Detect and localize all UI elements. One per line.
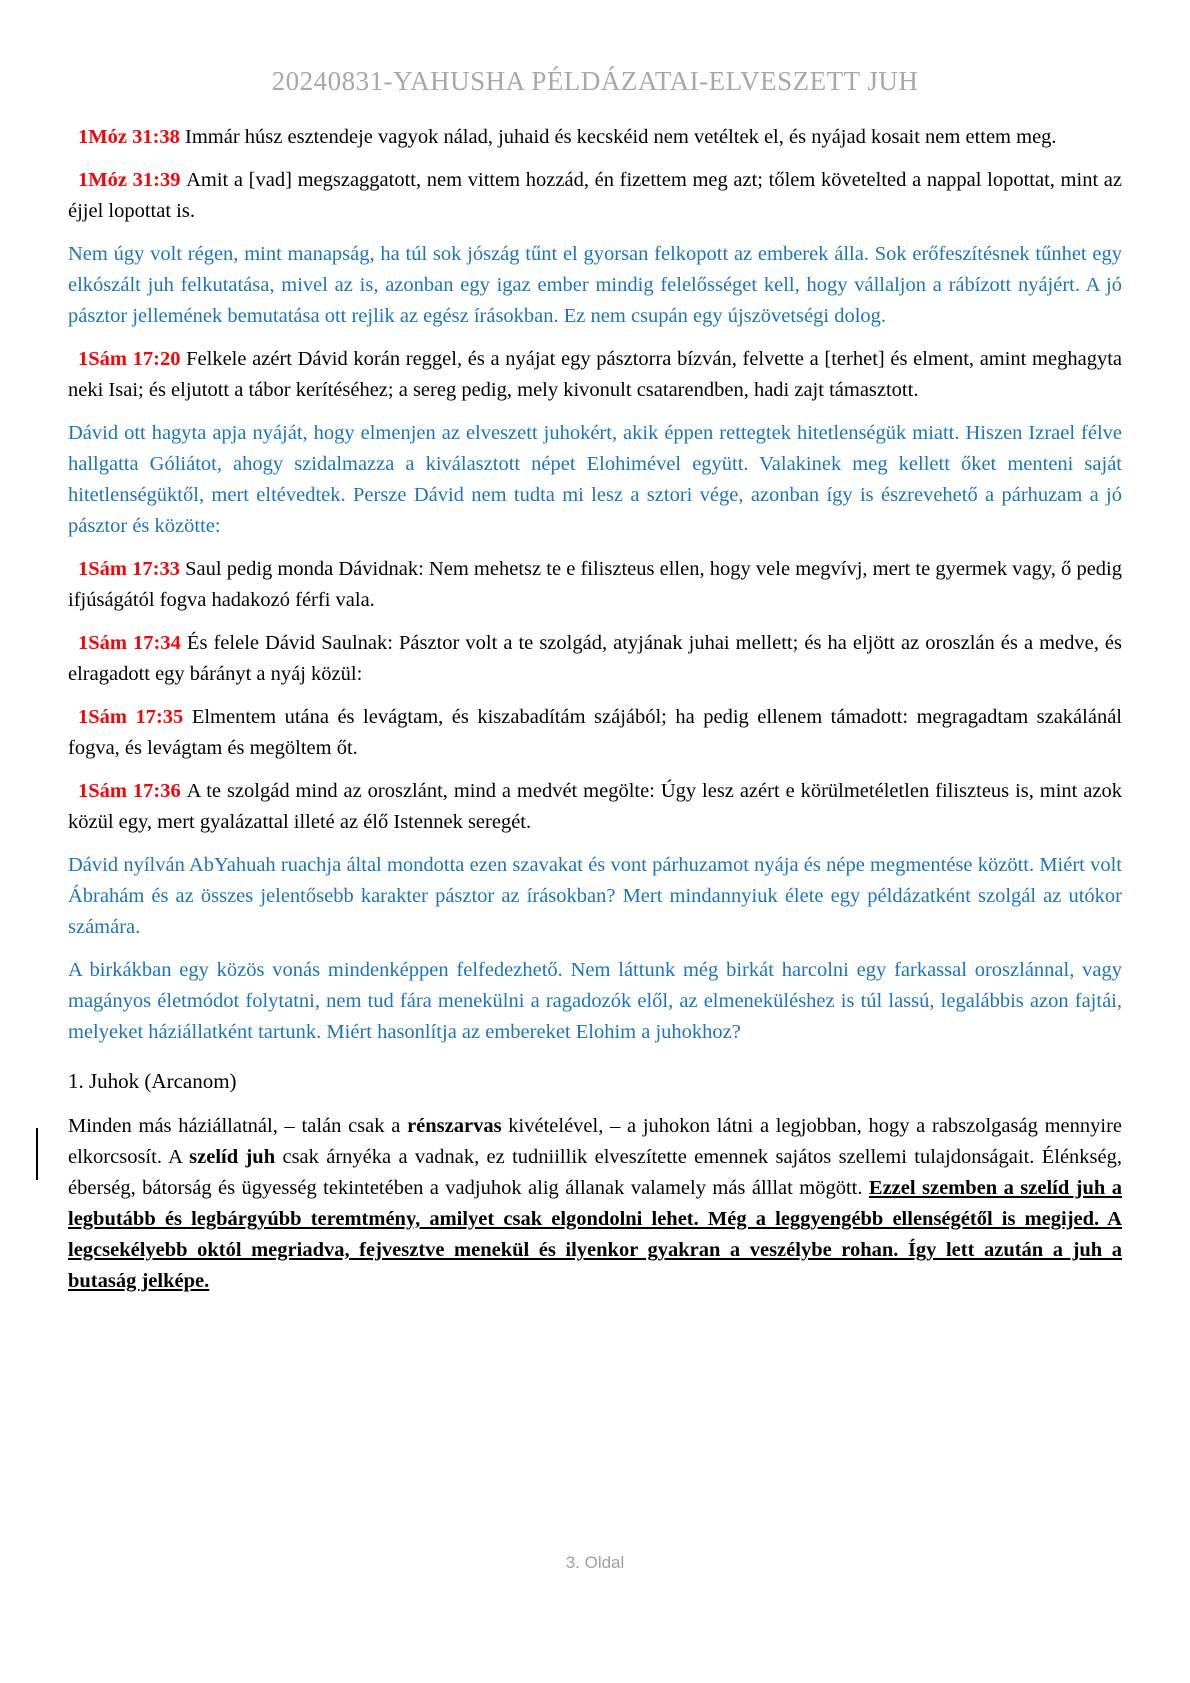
commentary-david-ruach xyxy=(68,850,1122,943)
heading-juhok-arcanom xyxy=(68,1066,1122,1097)
scripture-ref: 1Sám 17:35 xyxy=(78,706,192,728)
body-tame-sheep xyxy=(68,1111,1122,1297)
verse-1sam-17-20 xyxy=(68,344,1122,406)
text-segment: Felkele azért Dávid korán reggel, és a nyájat egy pásztorra bízván, felvette a [terhet] és elment, amint meghagyta neki Isai; és eljutott a tábor kerítéséhez; a sereg pedig, mely kivonult csatarendben, hadi zajt támasztott. xyxy=(68,348,1122,401)
scripture-ref: 1Sám 17:33 xyxy=(78,558,186,580)
text-segment: Amit a [vad] megszaggatott, nem vittem hozzád, én fizettem meg azt; tőlem követelted a nappal lopottat, mint az éjjel lopottat is. xyxy=(68,169,1123,222)
text-segment: Saul pedig monda Dávidnak: Nem mehetsz te e filiszteus ellen, hogy vele megvívj, mert te gyermek vagy, ő pedig ifjúságától fogva hadakozó férfi vala. xyxy=(68,558,1122,611)
document-body xyxy=(68,122,1122,1309)
page-number-footer: 3. Oldal xyxy=(565,1553,625,1572)
page-title: 20240831-YAHUSHA PÉLDÁZATAI-ELVESZETT JUH xyxy=(271,66,919,96)
text-segment: És felele Dávid Saulnak: Pásztor volt a te szolgád, atyjának juhai mellett; és ha eljött az oroszlán és a medve, és elragadott egy bárányt a nyáj közül: xyxy=(68,632,1122,685)
scripture-ref: 1Móz 31:39 xyxy=(78,169,187,191)
commentary-pastor-role xyxy=(68,239,1122,332)
text-segment: rénszarvas xyxy=(407,1115,502,1137)
scripture-ref: 1Móz 31:38 xyxy=(78,126,186,148)
text-segment: Minden más háziállatnál, – talán csak a xyxy=(68,1115,408,1137)
text-segment: Dávid nyílván AbYahuah ruachja által mondotta ezen szavakat és vont párhuzamot nyája és népe megmentése között. Miért volt Ábrahám és az összes jelentősebb karakter pásztor az írásokban? Mert mindannyiuk élete egy példázatként szolgál az utókor számára. xyxy=(68,854,1122,938)
text-segment: Immár húsz esztendeje vagyok nálad, juhaid és kecskéid nem vetéltek el, és nyájad kosait nem ettem meg. xyxy=(185,126,1057,148)
text-segment: csak árnyéka a vadnak, ez tudniillik elveszítette emennek sajátos szellemi tulajdonságait. Élénkség, éberség, bátorság és ügyesség tekintetében a vadjuhok alig állanak valamely más álllat mögött. xyxy=(68,1146,1123,1199)
scripture-ref: 1Sám 17:20 xyxy=(78,348,187,370)
text-segment: A birkákban egy közös vonás mindenképpen felfedezhető. Nem láttunk még birkát harcolni egy farkassal oroszlánnal, vagy magányos életmódot folytatni, nem tud fára menekülni a ragadozók elől, az elmeneküléshez is túl lassú, legalábbis azon fajtái, melyeket háziállatként tartunk. Miért hasonlítja az embereket Elohim a juhokhoz? xyxy=(68,959,1122,1043)
text-segment: A te szolgád mind az oroszlánt, mind a medvét megölte: Úgy lesz azért e körülmetéletlen filiszteus is, mint azok közül egy, mert gyalázattal illeté az élő Istennek seregét. xyxy=(68,780,1122,833)
verse-1sam-17-33 xyxy=(68,554,1122,616)
commentary-david-flock xyxy=(68,418,1122,542)
commentary-sheep-traits xyxy=(68,955,1122,1048)
text-segment: 1. Juhok (Arcanom) xyxy=(68,1069,237,1093)
text-segment: Elmentem utána és levágtam, és kiszabadítám szájából; ha pedig ellenem támadott: megragadtam szakálánál fogva, és levágtam és megöltem őt. xyxy=(68,706,1122,759)
verse-1sam-17-36 xyxy=(68,776,1122,838)
text-segment: kivételével, – a juhokon látni a legjobban, hogy a rabszolgaság mennyire elkorcsosít. A xyxy=(68,1115,1122,1168)
verse-1sam-17-35 xyxy=(68,702,1122,764)
text-segment: Ezzel szemben a szelíd juh a legbutább és legbárgyúbb teremtmény, amilyet csak elgondolni lehet. Még a leggyengébb ellenségétől is megijed. A legcsekélyebb októl megriadva, fejvesztve menekül és ilyenkor gyakran a veszélybe rohan. Így lett azután a juh a butaság jelképe. xyxy=(68,1177,1122,1292)
verse-1moz-31-39 xyxy=(68,165,1122,227)
scripture-ref: 1Sám 17:34 xyxy=(78,632,187,654)
verse-1sam-17-34 xyxy=(68,628,1122,690)
verse-1moz-31-38 xyxy=(68,122,1122,153)
scripture-ref: 1Sám 17:36 xyxy=(78,780,187,802)
text-segment: Nem úgy volt régen, mint manapság, ha túl sok jószág tűnt el gyorsan felkopott az emberek álla. Sok erőfeszítésnek tűnhet egy elkószált juh felkutatása, mivel az is, azonban egy igaz ember mindig felelősséget kell, hogy vállaljon a rábízott nyájért. A jó pásztor jellemének bemutatása ott rejlik az egész írásokban. Ez nem csupán egy újszövetségi dolog. xyxy=(68,243,1122,327)
text-segment: szelíd juh xyxy=(189,1146,276,1168)
change-bar xyxy=(36,1128,38,1180)
text-segment: Dávid ott hagyta apja nyáját, hogy elmenjen az elveszett juhokért, akik éppen rettegtek hitetlenségük miatt. Hiszen Izrael félve hallgatta Góliátot, ahogy szidalmazza a kiválasztott népet Elohimével együtt. Valakinek meg kellett őket menteni saját hitetlenségüktől, mert eltévedtek. Persze Dávid nem tudta mi lesz a sztori vége, azonban így is észrevehető a párhuzam a jó pásztor és közötte: xyxy=(68,422,1122,537)
